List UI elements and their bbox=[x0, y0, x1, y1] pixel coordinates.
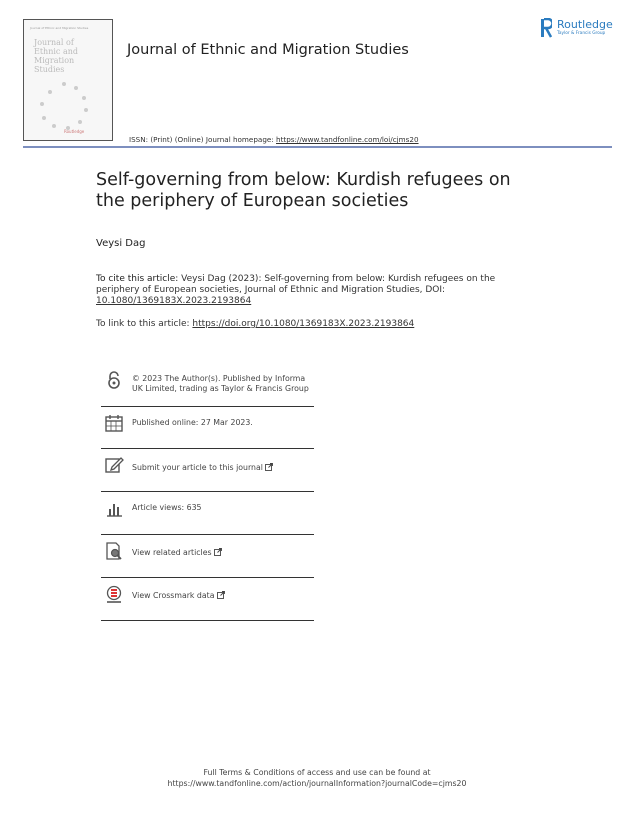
published-date-text: Published online: 27 Mar 2023. bbox=[132, 418, 253, 427]
issn-line bbox=[129, 135, 419, 144]
cover-publisher-logo: Routledge bbox=[64, 129, 85, 134]
license-text: © 2023 The Author(s). Published by Informa UK Limited, trading as Taylor & Francis Group bbox=[132, 374, 309, 393]
cover-title: Journal of Ethnic and Migration Studies bbox=[34, 38, 78, 74]
publisher-logo bbox=[540, 18, 616, 40]
meta-row-views bbox=[101, 492, 314, 535]
related-articles-icon bbox=[104, 541, 124, 561]
open-access-icon bbox=[104, 370, 124, 390]
meta-row-published bbox=[101, 407, 314, 449]
crossmark-link[interactable]: View Crossmark data bbox=[132, 591, 317, 601]
article-title: Self-governing from below: Kurdish refugees on the periphery of European societies bbox=[96, 170, 511, 211]
issn-text: ISSN: (Print) (Online) Journal homepage: bbox=[129, 135, 277, 144]
meta-row-submit[interactable] bbox=[101, 449, 314, 492]
citation-block bbox=[96, 274, 516, 307]
article-author: Veysi Dag bbox=[96, 238, 146, 249]
related-articles-link[interactable]: View related articles bbox=[132, 548, 317, 558]
citation-text: Veysi Dag (2023): Self-governing from below: Kurdish refugees on the periphery of European societies, Journal of Ethnic and Migration Studies, DOI: bbox=[96, 274, 496, 295]
submit-article-link[interactable]: Submit your article to this journal bbox=[132, 463, 317, 473]
link-label: To link to this article: bbox=[96, 319, 193, 329]
footer-terms-link[interactable]: https://www.tandfonline.com/action/journalInformation?journalCode=cjms20 bbox=[167, 779, 467, 788]
footer-terms-text: Full Terms & Conditions of access and use can be found at bbox=[203, 768, 431, 777]
crossmark-icon bbox=[104, 585, 124, 605]
journal-title[interactable]: Journal of Ethnic and Migration Studies bbox=[127, 42, 409, 58]
routledge-mark-icon bbox=[540, 18, 552, 38]
journal-cover-thumbnail[interactable] bbox=[23, 19, 113, 141]
meta-row-related[interactable] bbox=[101, 535, 314, 578]
article-doi-url-link[interactable]: https://doi.org/10.1080/1369183X.2023.2193864 bbox=[192, 319, 415, 329]
external-link-icon bbox=[265, 463, 273, 471]
article-link-line bbox=[96, 319, 414, 329]
citation-label: To cite this article: bbox=[96, 274, 179, 284]
external-link-icon bbox=[214, 548, 222, 556]
bar-chart-icon bbox=[104, 499, 124, 519]
footer bbox=[0, 767, 634, 789]
doi-link[interactable]: 10.1080/1369183X.2023.2193864 bbox=[96, 296, 252, 306]
meta-row-crossmark[interactable] bbox=[101, 578, 314, 621]
article-views-text: Article views: 635 bbox=[132, 503, 202, 512]
meta-row-license bbox=[101, 364, 314, 407]
publisher-tagline: Taylor & Francis Group bbox=[557, 31, 606, 36]
cover-header-text: Journal of Ethnic and Migration Studies bbox=[30, 26, 89, 30]
calendar-icon bbox=[104, 413, 124, 433]
header-divider bbox=[23, 146, 612, 148]
edit-icon bbox=[104, 455, 124, 475]
journal-homepage-link[interactable]: https://www.tandfonline.com/loi/cjms20 bbox=[276, 135, 419, 144]
publisher-name: Routledge bbox=[557, 18, 613, 31]
external-link-icon bbox=[217, 591, 225, 599]
article-meta-list bbox=[101, 364, 314, 621]
